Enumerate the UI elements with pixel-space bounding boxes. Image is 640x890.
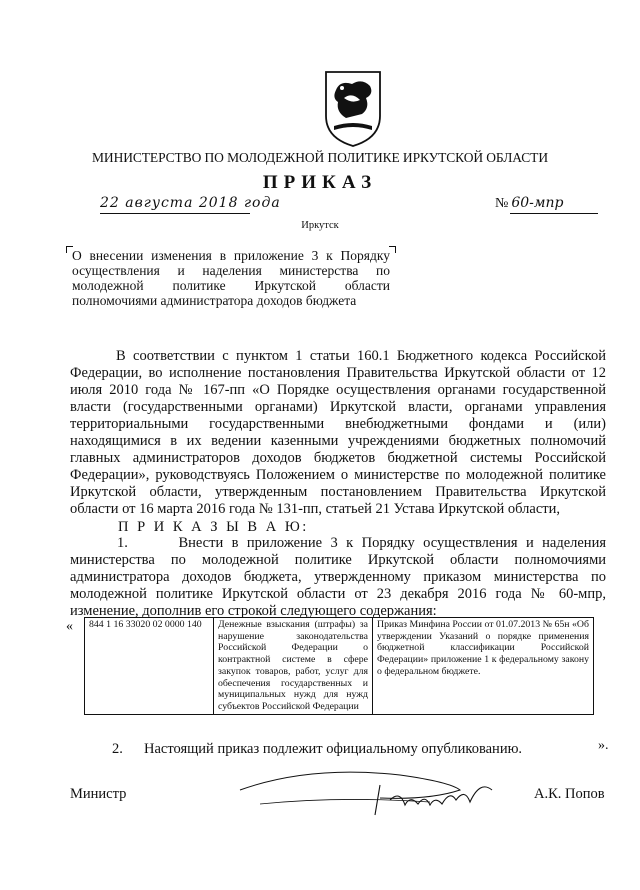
income-name-cell: Денежные взыскания (штрафы) за нарушение законодательства Российской Федерации о контрактной системе в сфере закупок товаров, работ, услуг для обеспечения государственных и муниципальных нужд для нужд субъектов Российской Федерации xyxy=(214,618,373,715)
preamble xyxy=(70,348,606,518)
item-1-text: Внести в приложение 3 к Порядку осуществления и наделения министерства по молодежной политике Иркутской области полномочиями администратора доходов бюджета, утвержденному приказом министерства по молодежной политике Иркутской области от 23 декабря 2016 года № 60-мпр, изменение, дополнив его строкой следующего содержания: xyxy=(70,535,606,619)
order-number-value: 60-мпр xyxy=(511,195,564,211)
signatory-name: А.К. Попов xyxy=(534,786,605,802)
quote-open: « xyxy=(66,619,73,634)
city: Иркутск xyxy=(301,220,339,231)
table-row xyxy=(85,618,594,715)
order-number xyxy=(495,195,564,212)
order-word: П Р И К А З Ы В А Ю: xyxy=(118,519,309,535)
quote-close: ». xyxy=(598,738,609,753)
preamble-paragraph: В соответствии с пунктом 1 статьи 160.1 Бюджетного кодекса Российской Федерации, во исполнение постановления Правительства Иркутской области от 12 июля 2010 года № 167-пп «О Порядке осуществления органами государственной власти (государственными органами) Иркутской власти, органами управления территориальными государственными внебюджетными фондами и (или) находящимися в их ведении казенными учреждениями бюджетных полномочий главных администраторов доходов бюджетов бюджетной системы Российской Федерации», руководствуясь Положением о министерстве по молодежной политике Иркутской области, утвержденным постановлением Правительства Иркутской области от 16 марта 2016 года № 131-пп, статьей 21 Устава Иркутской области, xyxy=(70,348,606,517)
ministry-name: МИНИСТЕРСТВО ПО МОЛОДЕЖНОЙ ПОЛИТИКЕ ИРКУТСКОЙ ОБЛАСТИ xyxy=(92,150,548,165)
item-2 xyxy=(70,741,606,758)
inserted-row-table xyxy=(84,617,594,715)
item-1-number: 1. xyxy=(117,535,128,551)
subject-corner-right xyxy=(389,246,396,253)
legal-basis-cell: Приказ Минфина России от 01.07.2013 № 65н «Об утверждении Указаний о порядке применения бюджетной классификации Российской Федерации» приложение 1 к федеральному закону о федеральном бюджете. xyxy=(373,618,594,715)
signature-icon xyxy=(230,760,530,820)
number-underline xyxy=(510,213,598,214)
order-subject: О внесении изменения в приложение 3 к Порядку осуществления и наделения министерства по молодежной политике Иркутской области полномочиями администратора доходов бюджета xyxy=(72,248,390,308)
signatory-position: Министр xyxy=(70,786,127,802)
item-2-number: 2. xyxy=(112,741,123,757)
item-1 xyxy=(70,535,606,620)
number-sign: № xyxy=(495,196,509,211)
kbk-code-cell: 844 1 16 33020 02 0000 140 xyxy=(85,618,214,715)
coat-of-arms-icon xyxy=(322,68,384,148)
order-date: 22 августа 2018 года xyxy=(100,195,281,211)
item-2-text: Настоящий приказ подлежит официальному опубликованию. xyxy=(144,741,523,757)
date-underline xyxy=(100,213,250,214)
document-type-title: ПРИКАЗ xyxy=(262,172,378,193)
